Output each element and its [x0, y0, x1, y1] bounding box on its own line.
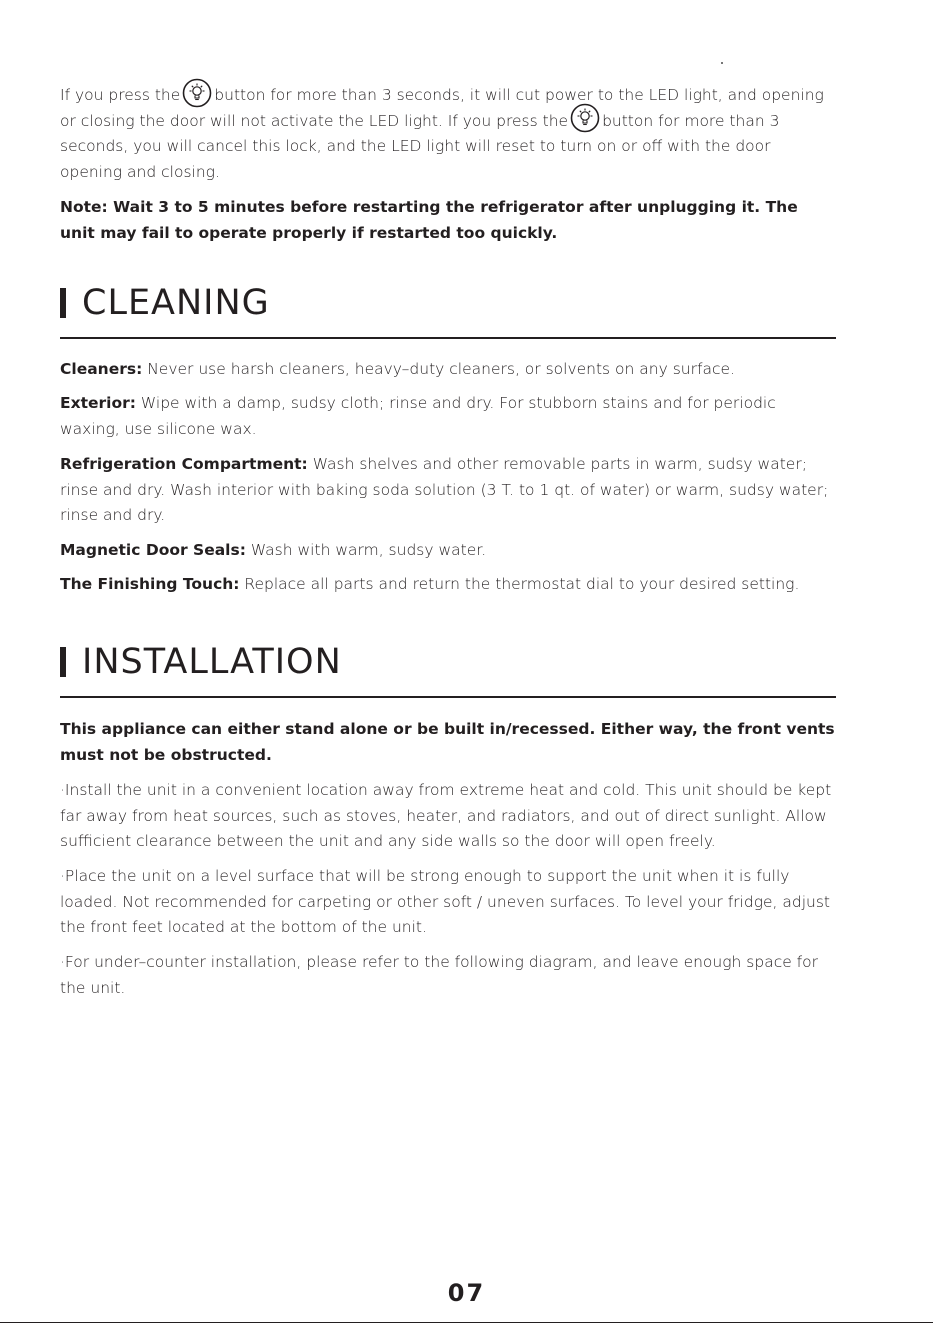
bottom-rule — [0, 1322, 933, 1323]
heading-bar — [60, 647, 66, 677]
cleaning-item-label: Magnetic Door Seals: — [60, 541, 246, 559]
heading-rule — [60, 696, 836, 698]
intro-text-3: button for more than 3 seconds, you will cancel this lock, and the LED light will reset to turn on or off with the door opening and closing. — [60, 111, 780, 181]
cleaning-title: CLEANING — [82, 283, 270, 323]
heading-bar — [60, 288, 66, 318]
cleaning-item-text: Wash with warm, sudsy water. — [245, 541, 487, 559]
cleaning-item-label: The Finishing Touch: — [60, 575, 240, 593]
cleaning-item-refrigeration-compartment — [60, 452, 835, 529]
cleaning-item-finishing-touch — [60, 572, 835, 598]
restart-note: Note: Wait 3 to 5 minutes before restarting the refrigerator after unplugging it. The unit may fail to operate properly if restarted too quickly. — [60, 198, 798, 242]
installation-bullet-under-counter: ·For under–counter installation, please refer to the following diagram, and leave enough space for the unit. — [60, 953, 818, 997]
installation-bullet-location: ·Install the unit in a convenient location away from extreme heat and cold. This unit should be kept far away from heat sources, such as stoves, heater, and radiators, and out of direct sunlight. Allow sufficient clearance between the unit and any side walls so the door will open freely. — [60, 781, 832, 850]
cleaning-item-label: Cleaners: — [60, 360, 143, 378]
installation-lead: This appliance can either stand alone or be built in/recessed. Either way, the front vents must not be obstructed. — [60, 720, 835, 764]
cleaning-item-label: Refrigeration Compartment: — [60, 455, 308, 473]
page-number: 07 — [447, 1279, 486, 1307]
cleaning-item-text: Wash shelves and other removable parts in warm, sudsy water; rinse and dry. Wash interior with baking soda solution (3 T. to 1 qt. of water) or warm, sudsy water; rinse and dry. — [60, 455, 829, 524]
installation-bullet-level-surface: ·Place the unit on a level surface that will be strong enough to support the unit when it is fully loaded. Not recommended for carpeting or other soft / uneven surfaces. To level your fridge, adjust the front feet located at the bottom of the unit. — [60, 867, 831, 936]
cleaning-item-magnetic-door-seals — [60, 538, 835, 564]
installation-title: INSTALLATION — [82, 642, 342, 682]
intro-text-1: If you press the — [60, 86, 181, 104]
intro-text-2: button for more than 3 seconds, it will cut power to the LED light, and opening or closing the door will not activate the LED light. If you press the — [60, 86, 824, 130]
light-bulb-gear-icon — [182, 78, 212, 108]
cleaning-item-exterior — [60, 391, 835, 442]
cleaning-item-cleaners — [60, 357, 835, 383]
light-bulb-gear-icon — [570, 103, 600, 133]
heading-rule — [60, 337, 836, 339]
cleaning-item-text: Replace all parts and return the thermostat dial to your desired setting. — [239, 575, 800, 593]
cleaning-item-text: Wipe with a damp, sudsy cloth; rinse and dry. For stubborn stains and for periodic waxing, use silicone wax. — [60, 394, 776, 438]
stray-dot — [721, 62, 723, 64]
cleaning-item-text: Never use harsh cleaners, heavy–duty cleaners, or solvents on any surface. — [142, 360, 735, 378]
intro-paragraph — [60, 83, 835, 185]
cleaning-item-label: Exterior: — [60, 394, 136, 412]
